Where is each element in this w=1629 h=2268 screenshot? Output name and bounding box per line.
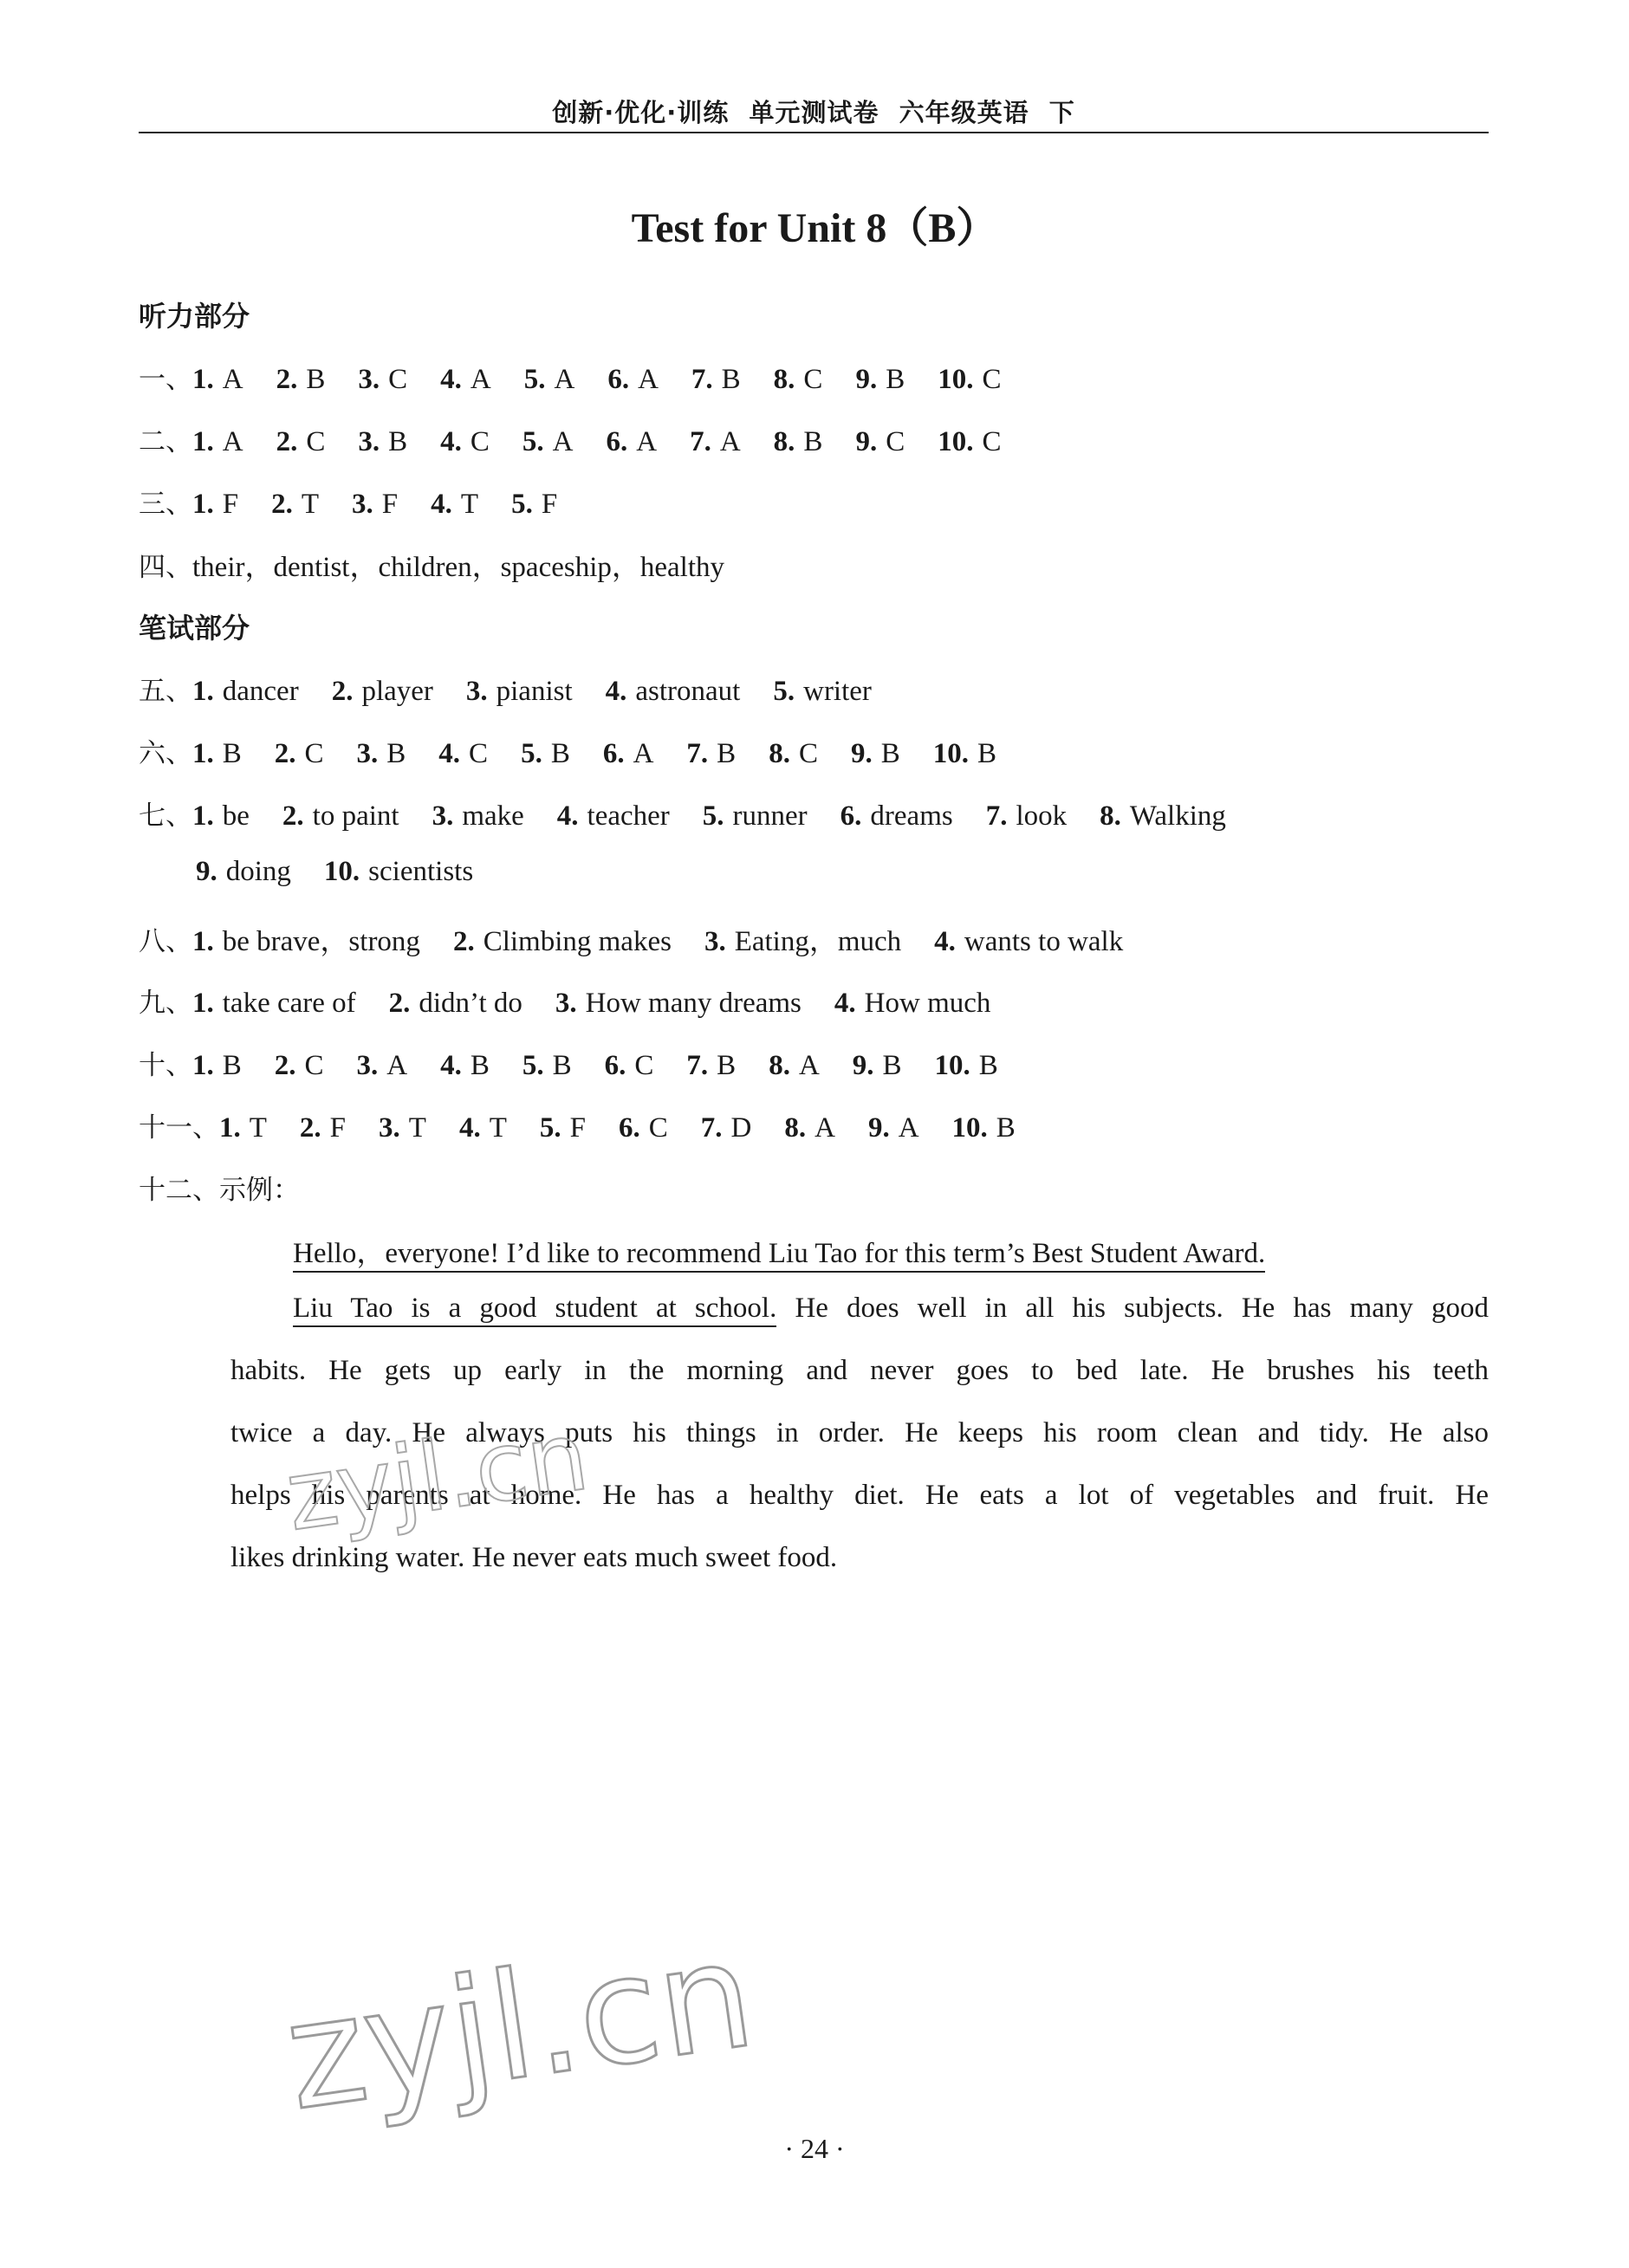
question-label: 三、 xyxy=(139,489,192,520)
answer-number: 2. xyxy=(452,926,475,957)
answer-value: B xyxy=(386,738,406,769)
answer-value: B xyxy=(470,1050,490,1081)
answer-number: 8. xyxy=(784,1112,807,1144)
answer-item xyxy=(703,800,808,833)
answer-item xyxy=(855,426,905,458)
answer-item xyxy=(332,676,433,708)
answer-number: 1. xyxy=(192,364,214,395)
answer-item xyxy=(934,926,1123,958)
answer-number: 10. xyxy=(323,856,360,887)
answer-value: writer xyxy=(803,676,872,707)
answer-number: 6. xyxy=(840,800,862,832)
answer-value: T xyxy=(301,489,320,520)
answer-item xyxy=(774,364,823,396)
answer-item xyxy=(868,1112,919,1144)
answer-value: B xyxy=(721,364,741,395)
answer-item xyxy=(691,364,741,396)
answer-row-q4 xyxy=(139,544,724,584)
answer-item xyxy=(379,1112,426,1144)
answer-item xyxy=(431,489,478,521)
answer-number: 7. xyxy=(690,426,711,457)
answer-number: 5. xyxy=(523,364,546,395)
answer-number: 4. xyxy=(834,988,856,1019)
answer-item xyxy=(606,676,741,708)
answer-item xyxy=(192,1050,242,1082)
answer-number: 4. xyxy=(605,676,627,707)
answer-value: C xyxy=(634,1050,654,1081)
answer-number: 9. xyxy=(867,1112,890,1144)
answer-number: 2. xyxy=(331,676,354,707)
answer-number: 2. xyxy=(282,800,304,832)
answer-value: C xyxy=(803,364,823,395)
answer-number: 7. xyxy=(985,800,1008,832)
answer-number: 2. xyxy=(299,1112,321,1144)
running-header xyxy=(139,94,1489,132)
answer-item xyxy=(855,364,905,396)
question-label: 九、 xyxy=(139,988,192,1019)
answer-value: A xyxy=(814,1112,835,1144)
answer-row-q12 xyxy=(139,1168,300,1208)
answer-item xyxy=(459,1112,507,1144)
essay-line-1 xyxy=(293,1230,1489,1271)
answer-item xyxy=(522,426,574,458)
answer-number: 8. xyxy=(773,426,795,457)
answer-value: B xyxy=(882,1050,902,1081)
question-label: 五、 xyxy=(139,676,192,707)
answer-value: Climbing makes xyxy=(483,926,672,957)
answer-number: 1. xyxy=(192,489,214,520)
answer-number: 6. xyxy=(607,364,630,395)
answer-item xyxy=(438,738,488,770)
answer-value: A xyxy=(633,738,654,769)
answer-item xyxy=(192,918,420,959)
answer-number: 9. xyxy=(850,738,873,769)
answer-item xyxy=(300,1112,346,1144)
answer-item xyxy=(986,800,1067,833)
header-book: 单元测试卷 xyxy=(749,98,879,127)
answer-number: 5. xyxy=(521,738,542,769)
answer-value: B xyxy=(552,1050,572,1081)
answer-item xyxy=(357,1050,408,1082)
answer-row-q11 xyxy=(139,1105,1048,1145)
answer-number: 7. xyxy=(691,364,713,395)
answer-value: F xyxy=(329,1112,347,1144)
answer-value: be brave，strong xyxy=(222,926,420,957)
answer-value: C xyxy=(304,1050,324,1081)
essay-line-3: habits. He gets up early in the morning and never goes to bed late. He brushes his teeth xyxy=(230,1355,1489,1386)
answer-number: 6. xyxy=(618,1112,640,1144)
answer-item xyxy=(275,1050,324,1082)
answer-item xyxy=(938,364,1001,396)
answer-number: 1. xyxy=(192,988,214,1019)
section-listening: 听力部分 xyxy=(139,300,250,333)
answer-value: C xyxy=(648,1112,668,1144)
answer-number: 9. xyxy=(855,364,878,395)
answer-value: How much xyxy=(864,988,991,1019)
header-series: 创新·优化·训练 xyxy=(552,98,730,127)
answer-row-q7 xyxy=(139,794,1259,833)
answer-item xyxy=(690,426,741,458)
answer-item xyxy=(603,738,654,770)
answer-number: 4. xyxy=(440,426,462,457)
answer-item xyxy=(192,426,243,458)
answer-item xyxy=(521,738,570,770)
answer-value: C xyxy=(982,364,1002,395)
answer-item xyxy=(933,738,996,770)
answer-number: 2. xyxy=(388,988,411,1019)
answer-value: B xyxy=(880,738,900,769)
answer-value: B xyxy=(222,1050,242,1081)
answer-number: 4. xyxy=(556,800,579,832)
answer-value: B xyxy=(717,1050,737,1081)
answer-number: 5. xyxy=(511,489,533,520)
answer-number: 1. xyxy=(192,800,214,832)
answer-number: 4. xyxy=(458,1112,481,1144)
header-volume: 下 xyxy=(1048,98,1075,127)
answer-value: B xyxy=(550,738,570,769)
answer-value: C xyxy=(982,426,1002,457)
answer-number: 5. xyxy=(539,1112,561,1144)
answer-number: 9. xyxy=(196,856,217,887)
answer-number: 5. xyxy=(702,800,724,832)
answer-value: look xyxy=(1016,800,1068,832)
answer-number: 4. xyxy=(431,489,452,520)
answer-number: 8. xyxy=(1100,800,1121,832)
answer-item xyxy=(840,800,953,833)
answer-item xyxy=(440,426,490,458)
answer-number: 8. xyxy=(769,738,790,769)
answer-number: 3. xyxy=(432,800,454,832)
answer-value: B xyxy=(803,426,823,457)
answer-number: 6. xyxy=(604,1050,626,1081)
answer-number: 5. xyxy=(522,1050,544,1081)
answer-item xyxy=(219,1112,267,1144)
answer-value: T xyxy=(460,489,479,520)
answer-value: B xyxy=(388,426,408,457)
answer-number: 10. xyxy=(938,364,974,395)
answer-row-q1 xyxy=(139,357,1034,397)
answer-number: 3. xyxy=(704,926,726,957)
answer-number: 6. xyxy=(602,738,625,769)
answer-item xyxy=(686,738,736,770)
answer-value: B xyxy=(978,1050,998,1081)
answer-item xyxy=(276,364,326,396)
answer-value: wants to walk xyxy=(964,926,1124,957)
answer-value: T xyxy=(408,1112,426,1144)
answer-number: 1. xyxy=(192,926,214,957)
answer-value: astronaut xyxy=(635,676,741,707)
question-label: 十一、 xyxy=(139,1112,219,1144)
answer-value: make xyxy=(462,800,524,832)
answer-number: 3. xyxy=(555,988,577,1019)
essay-line-4: twice a day. He always puts his things in order. He keeps his room clean and tidy. He also xyxy=(230,1417,1489,1448)
answer-item xyxy=(192,364,243,396)
answer-row-q3 xyxy=(139,482,590,522)
answer-item xyxy=(606,426,657,458)
answer-row-q8 xyxy=(139,918,1156,958)
answer-number: 8. xyxy=(773,364,795,395)
answer-item xyxy=(440,364,491,396)
answer-item xyxy=(540,1112,586,1144)
answer-item xyxy=(952,1112,1016,1144)
answer-item xyxy=(607,364,659,396)
answer-value: to paint xyxy=(312,800,399,832)
answer-value: dreams xyxy=(870,800,953,832)
answer-item xyxy=(834,988,990,1020)
answer-item xyxy=(276,426,326,458)
answer-value: How many dreams xyxy=(585,988,802,1019)
answer-value: F xyxy=(381,489,399,520)
answer-item xyxy=(784,1112,835,1144)
question-label: 八、 xyxy=(139,926,192,957)
answer-number: 3. xyxy=(358,426,380,457)
answer-number: 3. xyxy=(356,738,379,769)
answer-item xyxy=(192,738,242,770)
answer-value: F xyxy=(222,489,239,520)
watermark-small: zyjl.cn xyxy=(279,1400,595,1552)
answer-number: 10. xyxy=(932,738,969,769)
answer-item xyxy=(271,489,319,521)
answer-item xyxy=(192,988,356,1020)
answer-number: 1. xyxy=(219,1112,241,1144)
answer-value: take care of xyxy=(222,988,356,1019)
answer-item xyxy=(524,364,575,396)
answer-item xyxy=(389,988,522,1020)
answer-number: 3. xyxy=(358,364,380,395)
watermark-large: zyjl.cn xyxy=(276,1908,763,2144)
page-title: Test for Unit 8（B） xyxy=(631,205,998,251)
answer-item xyxy=(511,489,557,521)
answer-item xyxy=(938,426,1001,458)
answer-item xyxy=(769,738,818,770)
answer-number: 10. xyxy=(934,1050,970,1081)
answer-value: A xyxy=(798,1050,820,1081)
answer-value: A xyxy=(638,364,659,395)
answer-value: doing xyxy=(225,856,291,887)
answer-item xyxy=(432,800,524,833)
answer-number: 7. xyxy=(686,738,709,769)
answer-number: 5. xyxy=(773,676,795,707)
answer-value: T xyxy=(489,1112,507,1144)
answer-number: 4. xyxy=(438,738,461,769)
answer-item xyxy=(935,1050,998,1082)
answer-value: C xyxy=(306,426,326,457)
answer-value: Walking xyxy=(1129,800,1226,832)
answer-item xyxy=(196,856,291,888)
answer-number: 2. xyxy=(271,489,293,520)
answer-item xyxy=(358,426,407,458)
answer-number: 3. xyxy=(356,1050,379,1081)
answer-value: runner xyxy=(732,800,808,832)
answer-item xyxy=(275,738,324,770)
answer-item xyxy=(701,1112,752,1144)
answer-value: B xyxy=(306,364,326,395)
answer-item xyxy=(774,426,823,458)
answer-item xyxy=(192,800,250,833)
answer-value: C xyxy=(886,426,905,457)
answer-value: B xyxy=(996,1112,1016,1144)
answer-value: C xyxy=(470,426,490,457)
answer-value: F xyxy=(569,1112,586,1144)
answer-value: A xyxy=(719,426,741,457)
answer-value: C xyxy=(388,364,408,395)
answer-number: 2. xyxy=(276,364,298,395)
answer-item xyxy=(358,364,407,396)
question-label: 六、 xyxy=(139,738,192,769)
answer-item xyxy=(619,1112,668,1144)
answer-value: B xyxy=(222,738,242,769)
answer-item xyxy=(1100,800,1226,833)
answer-item xyxy=(282,800,399,833)
section-writing: 笔试部分 xyxy=(139,612,250,645)
answer-value: dancer xyxy=(222,676,299,707)
answer-number: 9. xyxy=(852,1050,874,1081)
answer-number: 1. xyxy=(192,676,214,707)
answer-number: 2. xyxy=(276,426,298,457)
answer-value: T xyxy=(249,1112,267,1144)
answer-value: didn’t do xyxy=(419,988,522,1019)
essay-line-5: helps his parents at home. He has a healthy diet. He eats a lot of vegetables and fruit. He xyxy=(230,1480,1489,1511)
answer-row-q10 xyxy=(139,1043,1031,1083)
answer-value: A xyxy=(222,426,243,457)
page-number: · 24 · xyxy=(784,2133,845,2164)
answer-item xyxy=(522,1050,572,1082)
answer-item xyxy=(357,738,406,770)
answer-value: C xyxy=(798,738,818,769)
answer-value: A xyxy=(470,364,491,395)
answer-value: F xyxy=(541,489,558,520)
answer-value: C xyxy=(304,738,324,769)
essay-line-6: likes drinking water. He never eats much sweet food. xyxy=(230,1542,838,1573)
answer-number: 7. xyxy=(700,1112,723,1144)
answer-value: be xyxy=(222,800,250,832)
answer-row-q9 xyxy=(139,981,1023,1021)
header-rule xyxy=(139,132,1489,133)
answer-number: 7. xyxy=(686,1050,709,1081)
answer-value: B xyxy=(717,738,737,769)
answer-number: 3. xyxy=(352,489,373,520)
answer-number: 10. xyxy=(938,426,974,457)
answer-number: 8. xyxy=(769,1050,790,1081)
answer-value: B xyxy=(977,738,996,769)
answer-item xyxy=(324,856,473,888)
answer-number: 6. xyxy=(606,426,628,457)
answer-item xyxy=(605,1050,654,1082)
answer-value: player xyxy=(361,676,433,707)
question-label: 四、 xyxy=(139,552,192,583)
answer-row-q6 xyxy=(139,731,1029,771)
answer-row-q7-continued xyxy=(196,856,506,896)
answer-value: D xyxy=(730,1112,752,1144)
answer-item xyxy=(557,800,670,833)
answer-value: C xyxy=(469,738,489,769)
answer-item xyxy=(466,676,573,708)
answer-row-q2 xyxy=(139,419,1034,459)
answer-item xyxy=(352,489,398,521)
answer-value: A xyxy=(386,1050,408,1081)
answer-number: 4. xyxy=(934,926,956,957)
answer-item xyxy=(773,676,872,708)
answer-value: teacher xyxy=(587,800,670,832)
answer-value: Eating，much xyxy=(734,926,902,957)
answer-number: 1. xyxy=(192,426,214,457)
answer-value: A xyxy=(222,364,243,395)
answer-item xyxy=(453,926,672,958)
answer-item xyxy=(192,489,238,521)
essay-line-2: Liu Tao is a good student at school. He does well in all his subjects. He has many good xyxy=(293,1293,1489,1325)
answer-number: 3. xyxy=(465,676,488,707)
answer-value: pianist xyxy=(496,676,573,707)
answer-number: 1. xyxy=(192,1050,214,1081)
question-label: 七、 xyxy=(139,800,192,832)
question-label: 十二、示例： xyxy=(139,1175,300,1206)
essay-opening-underlined: Hello，everyone! I’d like to recommend Liu Tao for this term’s Best Student Award. xyxy=(293,1238,1265,1273)
answer-item xyxy=(769,1050,820,1082)
answer-item xyxy=(704,918,901,959)
answer-number: 2. xyxy=(274,738,296,769)
answer-item xyxy=(192,676,299,708)
answer-number: 5. xyxy=(522,426,544,457)
answer-item xyxy=(555,988,802,1020)
answer-item xyxy=(440,1050,490,1082)
answer-number: 4. xyxy=(440,364,462,395)
answer-value: A xyxy=(636,426,658,457)
answer-text: their，dentist，children，spaceship，healthy xyxy=(192,552,725,583)
answer-item xyxy=(686,1050,736,1082)
answer-number: 9. xyxy=(855,426,878,457)
answer-value: A xyxy=(552,426,574,457)
essay-topic-underlined: Liu Tao is a good student at school. xyxy=(293,1293,776,1327)
answer-value: scientists xyxy=(368,856,474,887)
question-label: 一、 xyxy=(139,364,192,395)
answer-value: A xyxy=(554,364,575,395)
answer-number: 10. xyxy=(951,1112,988,1144)
answer-item xyxy=(853,1050,902,1082)
answer-item xyxy=(851,738,900,770)
answer-value: A xyxy=(898,1112,919,1144)
answer-row-q5 xyxy=(139,669,905,709)
answer-number: 1. xyxy=(192,738,214,769)
answer-number: 3. xyxy=(379,1112,400,1144)
question-label: 十、 xyxy=(139,1050,192,1081)
question-label: 二、 xyxy=(139,426,192,457)
header-grade: 六年级英语 xyxy=(899,98,1029,127)
answer-number: 2. xyxy=(274,1050,296,1081)
answer-number: 4. xyxy=(440,1050,462,1081)
answer-value: B xyxy=(886,364,905,395)
